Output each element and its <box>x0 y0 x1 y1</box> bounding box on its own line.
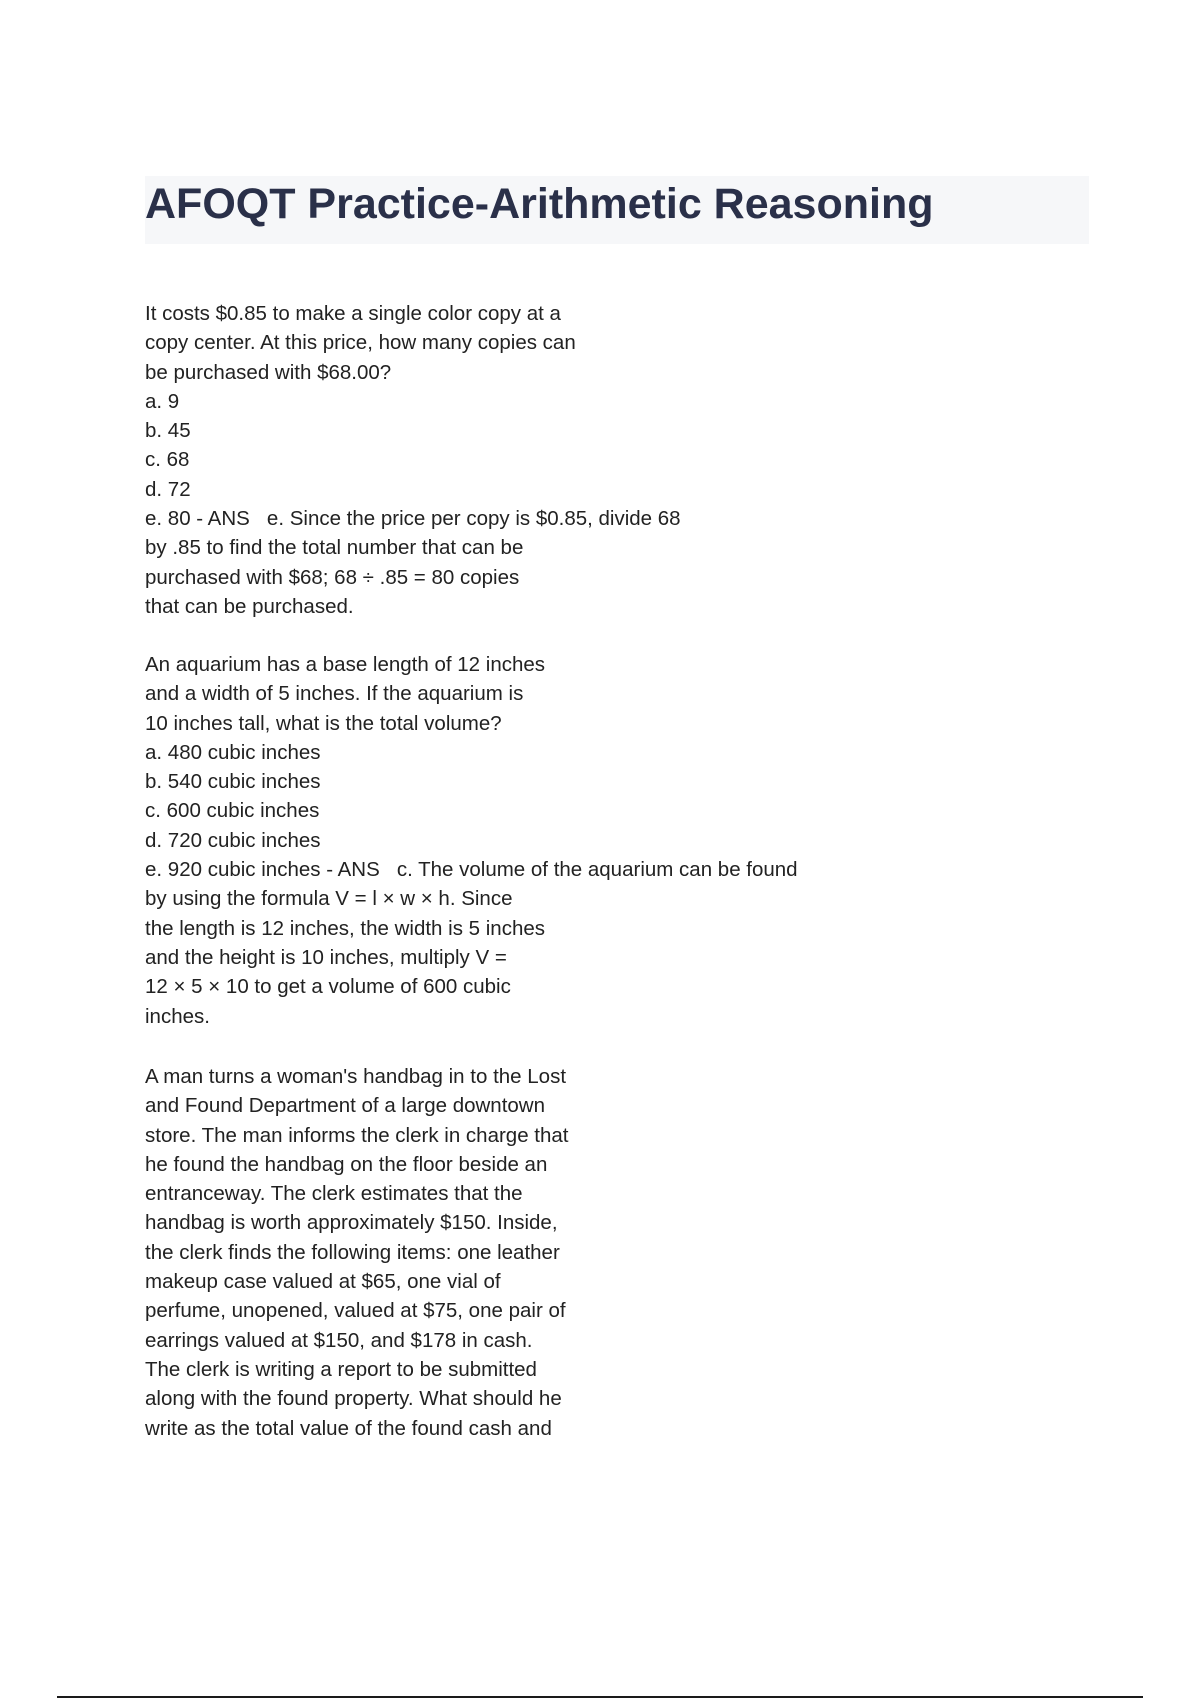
answer-option-c: c. 68 <box>145 448 190 472</box>
text-line: An aquarium has a base length of 12 inches <box>145 653 546 676</box>
text-line: earrings valued at $150, and $178 in cash. <box>145 1328 533 1352</box>
answer-option-a: a. 480 cubic inches <box>145 740 321 764</box>
text-line: by .85 to find the total number that can be <box>145 536 524 560</box>
text-line: and a width of 5 inches. If the aquarium is <box>145 682 524 706</box>
text-line: It costs $0.85 to make a single color copy at a <box>145 302 561 325</box>
text-line: and the height is 10 inches, multiply V = <box>145 945 507 969</box>
text-line: by using the formula V = l × w × h. Since <box>145 887 513 911</box>
text-line: write as the total value of the found cash and <box>145 1416 552 1440</box>
text-line: entranceway. The clerk estimates that the <box>145 1182 523 1206</box>
text-line: inches. <box>145 1004 210 1028</box>
text-line: he found the handbag on the floor beside an <box>145 1152 548 1176</box>
text-line: 12 × 5 × 10 to get a volume of 600 cubic <box>145 975 511 999</box>
answer-option-e-with-explanation: e. 80 - ANS e. Since the price per copy is $0.85, divide 68 <box>145 507 681 531</box>
text-line: handbag is worth approximately $150. Inside, <box>145 1211 558 1235</box>
question-block-2 <box>145 650 1125 1031</box>
question-block-1 <box>145 299 1125 621</box>
text-line: makeup case valued at $65, one vial of <box>145 1270 501 1294</box>
text-line: A man turns a woman's handbag in to the Lost <box>145 1065 567 1088</box>
text-line: the clerk finds the following items: one leather <box>145 1240 560 1264</box>
text-line: and Found Department of a large downtown <box>145 1094 546 1118</box>
answer-option-b: b. 45 <box>145 419 191 443</box>
text-line: that can be purchased. <box>145 594 354 618</box>
text-line: perfume, unopened, valued at $75, one pair of <box>145 1299 566 1323</box>
text-line: the length is 12 inches, the width is 5 inches <box>145 916 545 940</box>
answer-option-d: d. 72 <box>145 477 191 501</box>
text-line: copy center. At this price, how many copies can <box>145 331 576 355</box>
answer-option-a: a. 9 <box>145 389 180 413</box>
page-title: AFOQT Practice-Arithmetic Reasoning <box>145 180 934 228</box>
text-line: along with the found property. What should he <box>145 1387 562 1411</box>
answer-option-b: b. 540 cubic inches <box>145 770 321 794</box>
text-line: be purchased with $68.00? <box>145 360 392 384</box>
text-line: 10 inches tall, what is the total volume? <box>145 711 502 735</box>
text-line: store. The man informs the clerk in charge that <box>145 1123 569 1147</box>
text-line: purchased with $68; 68 ÷ .85 = 80 copies <box>145 565 520 589</box>
answer-option-d: d. 720 cubic inches <box>145 828 321 852</box>
footer-divider <box>57 1696 1143 1698</box>
answer-option-c: c. 600 cubic inches <box>145 799 320 823</box>
answer-option-e-with-explanation: e. 920 cubic inches - ANS c. The volume of the aquarium can be found <box>145 858 798 882</box>
question-block-3 <box>145 1062 1125 1443</box>
text-line: The clerk is writing a report to be submitted <box>145 1357 537 1381</box>
